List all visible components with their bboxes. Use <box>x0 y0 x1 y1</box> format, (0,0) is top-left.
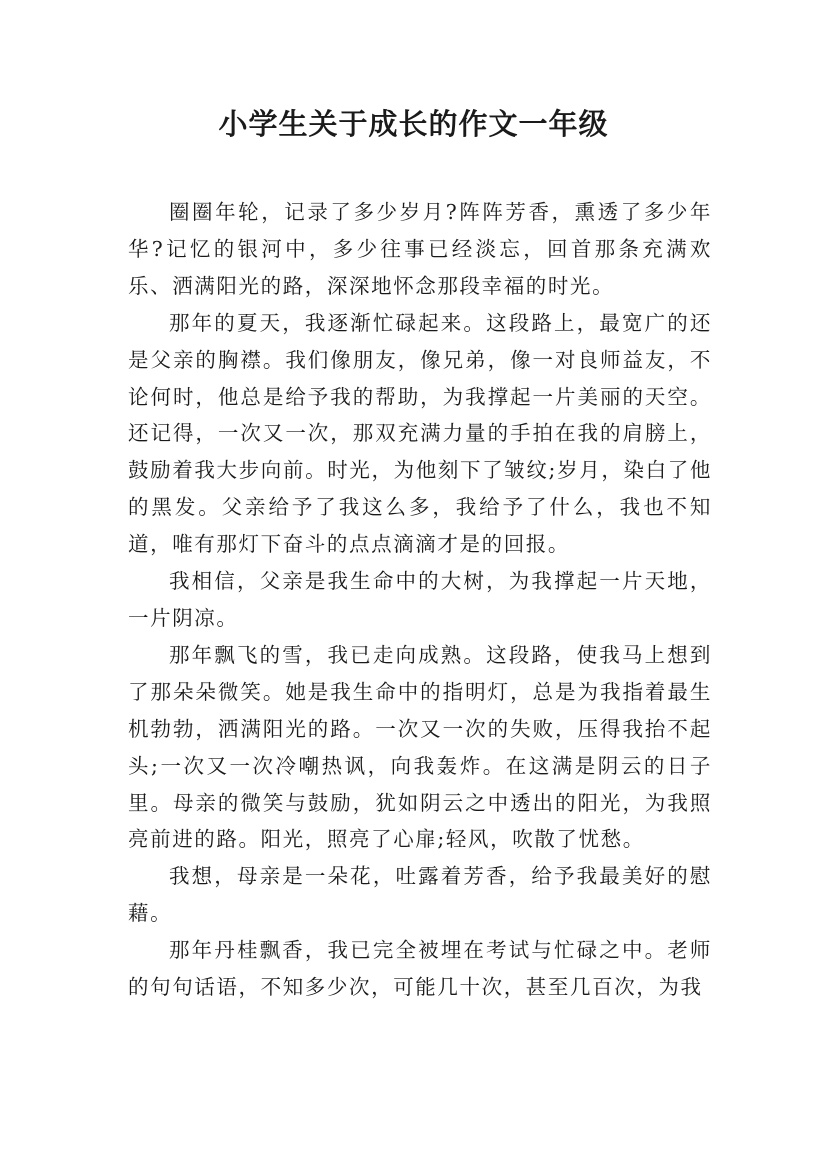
document-body <box>128 194 712 1006</box>
document-title: 小学生关于成长的作文一年级 <box>218 107 609 141</box>
paragraph: 我想，母亲是一朵花，吐露着芳香，给予我最美好的慰藉。 <box>128 864 712 926</box>
paragraph: 那年丹桂飘香，我已完全被埋在考试与忙碌之中。老师的句句话语，不知多少次，可能几十次，甚至几百次，为我 <box>128 938 712 1000</box>
paragraph: 我相信，父亲是我生命中的大树，为我撑起一片天地，一片阴凉。 <box>128 569 712 630</box>
paragraph: 那年飘飞的雪，我已走向成熟。这段路，使我马上想到了那朵朵微笑。她是我生命中的指明灯，总是为我指着最生机勃勃，洒满阳光的路。一次又一次的失败，压得我抬不起头;一次又一次冷嘲热讽，向我轰炸。在这满是阴云的日子里。母亲的微笑与鼓励，犹如阴云之中透出的阳光，为我照亮前进的路。阳光，照亮了心扉;轻风，吹散了忧愁。 <box>128 642 712 852</box>
paragraph: 那年的夏天，我逐渐忙碌起来。这段路上，最宽广的还是父亲的胸襟。我们像朋友，像兄弟，像一对良师益友，不论何时，他总是给予我的帮助，为我撑起一片美丽的天空。还记得，一次又一次，那双充满力量的手拍在我的肩膀上，鼓励着我大步向前。时光，为他刻下了皱纹;岁月，染白了他的黑发。父亲给予了我这么多，我给予了什么，我也不知道，唯有那灯下奋斗的点点滴滴才是的回报。 <box>128 310 712 557</box>
paragraph: 圈圈年轮，记录了多少岁月?阵阵芳香，熏透了多少年华?记忆的银河中，多少往事已经淡忘，回首那条充满欢乐、洒满阳光的路，深深地怀念那段幸福的时光。 <box>128 200 712 298</box>
